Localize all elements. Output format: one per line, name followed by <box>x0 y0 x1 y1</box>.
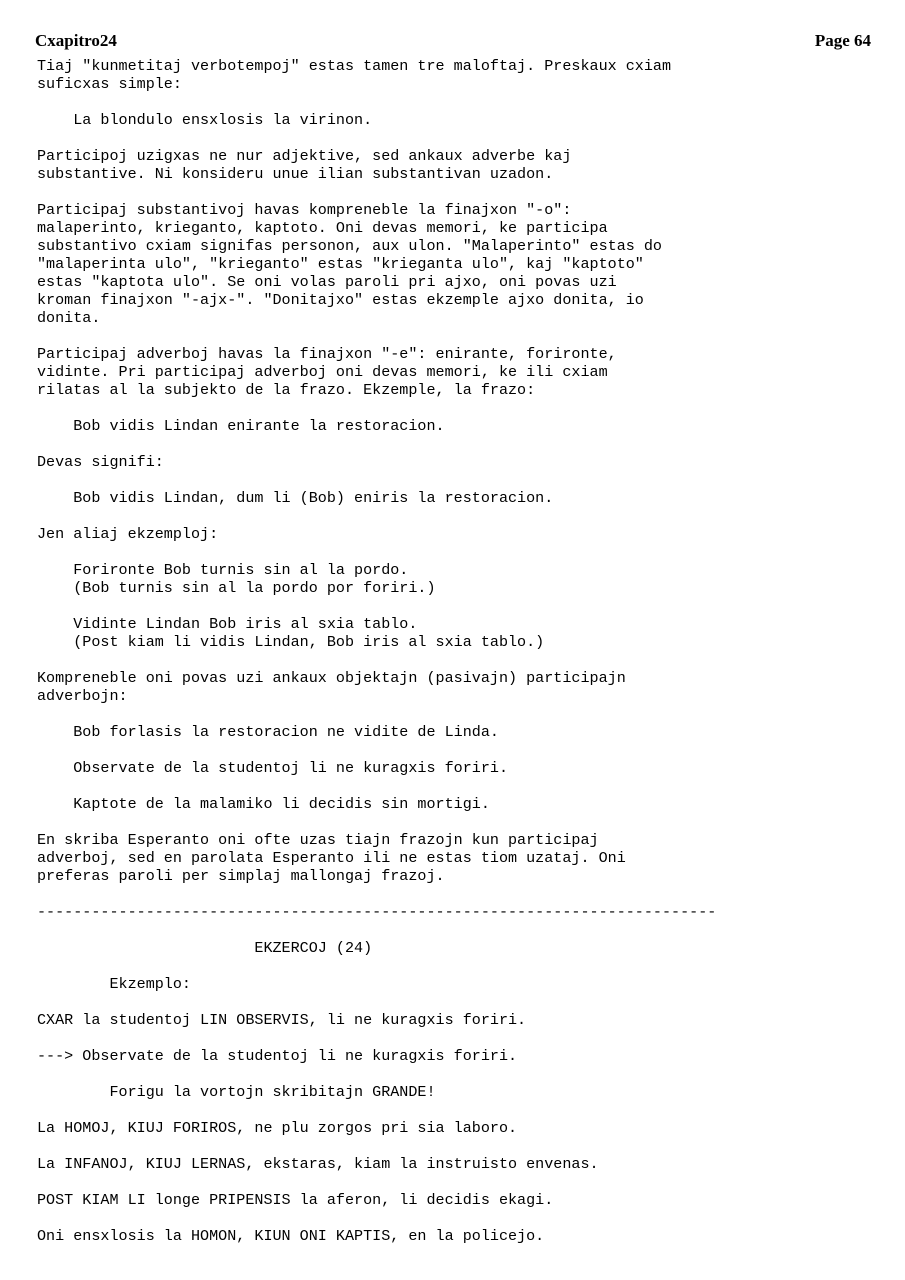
text-line <box>37 597 882 615</box>
text-line: Observate de la studentoj li ne kuragxis foriri. <box>37 759 509 777</box>
text-line: estas "kaptota ulo". Se oni volas paroli pri ajxo, oni povas uzi <box>37 273 617 291</box>
text-line <box>37 183 882 201</box>
text-line <box>37 471 882 489</box>
text-line <box>37 777 882 795</box>
text-line <box>37 1173 882 1191</box>
text-line: "malaperinta ulo", "krieganto" estas "krieganta ulo", kaj "kaptoto" <box>37 255 644 273</box>
text-line <box>37 1137 882 1155</box>
text-line: Tiaj "kunmetitaj verbotempoj" estas tamen tre maloftaj. Preskaux cxiam <box>37 57 672 75</box>
text-line: Forironte Bob turnis sin al la pordo. <box>37 561 409 579</box>
text-line <box>37 543 882 561</box>
text-line: EKZERCOJ (24) <box>37 939 373 957</box>
text-line <box>37 957 882 975</box>
text-line <box>37 507 882 525</box>
text-line: La blondulo ensxlosis la virinon. <box>37 111 373 129</box>
text-line <box>37 93 882 111</box>
text-line <box>37 1029 882 1047</box>
text-line <box>37 1209 882 1227</box>
text-line: La INFANOJ, KIUJ LERNAS, ekstaras, kiam la instruisto envenas. <box>37 1155 599 1173</box>
text-line: ---> Observate de la studentoj li ne kuragxis foriri. <box>37 1047 518 1065</box>
document-body <box>37 57 882 1245</box>
text-line: substantive. Ni konsideru unue ilian substantivan uzadon. <box>37 165 554 183</box>
text-line: Participaj adverboj havas la finajxon "-e": enirante, forironte, <box>37 345 617 363</box>
text-line <box>37 885 882 903</box>
text-line <box>37 993 882 1011</box>
text-line: rilatas al la subjekto de la frazo. Ekzemple, la frazo: <box>37 381 536 399</box>
text-line: POST KIAM LI longe PRIPENSIS la aferon, li decidis ekagi. <box>37 1191 554 1209</box>
text-line: Forigu la vortojn skribitajn GRANDE! <box>37 1083 436 1101</box>
text-line: vidinte. Pri participaj adverboj oni devas memori, ke ili cxiam <box>37 363 608 381</box>
text-line: Ekzemplo: <box>37 975 191 993</box>
text-line: malaperinto, krieganto, kaptoto. Oni devas memori, ke participa <box>37 219 608 237</box>
page-header <box>35 31 871 53</box>
text-line <box>37 435 882 453</box>
text-line <box>37 741 882 759</box>
text-line: Oni ensxlosis la HOMON, KIUN ONI KAPTIS, en la policejo. <box>37 1227 545 1245</box>
text-line: Kaptote de la malamiko li decidis sin mortigi. <box>37 795 490 813</box>
text-line: adverboj, sed en parolata Esperanto ili ne estas tiom uzataj. Oni <box>37 849 626 867</box>
text-line: suficxas simple: <box>37 75 182 93</box>
text-line: (Bob turnis sin al la pordo por foriri.) <box>37 579 436 597</box>
text-line: Vidinte Lindan Bob iris al sxia tablo. <box>37 615 418 633</box>
text-line: Devas signifi: <box>37 453 164 471</box>
text-line: Bob vidis Lindan enirante la restoracion. <box>37 417 445 435</box>
text-line <box>37 129 882 147</box>
text-line <box>37 651 882 669</box>
text-line: Participoj uzigxas ne nur adjektive, sed ankaux adverbe kaj <box>37 147 572 165</box>
text-line: Bob vidis Lindan, dum li (Bob) eniris la restoracion. <box>37 489 554 507</box>
text-line <box>37 813 882 831</box>
page-number: Page 64 <box>814 31 871 50</box>
text-line: Kompreneble oni povas uzi ankaux objektajn (pasivajn) participajn <box>37 669 626 687</box>
text-line: adverbojn: <box>37 687 128 705</box>
text-line <box>37 1065 882 1083</box>
text-line <box>37 705 882 723</box>
text-line: preferas paroli per simplaj mallongaj frazoj. <box>37 867 445 885</box>
text-line: (Post kiam li vidis Lindan, Bob iris al sxia tablo.) <box>37 633 545 651</box>
chapter-title: Cxapitro24 <box>35 31 117 50</box>
text-line: Bob forlasis la restoracion ne vidite de Linda. <box>37 723 499 741</box>
text-line: --------------------------------------------------------------------------- <box>37 903 717 921</box>
text-line: La HOMOJ, KIUJ FORIROS, ne plu zorgos pri sia laboro. <box>37 1119 518 1137</box>
text-line: kroman finajxon "-ajx-". "Donitajxo" estas ekzemple ajxo donita, io <box>37 291 644 309</box>
text-line: donita. <box>37 309 101 327</box>
text-line: Participaj substantivoj havas kompreneble la finajxon "-o": <box>37 201 572 219</box>
text-line <box>37 327 882 345</box>
text-line <box>37 921 882 939</box>
text-line: CXAR la studentoj LIN OBSERVIS, li ne kuragxis foriri. <box>37 1011 527 1029</box>
text-line: substantivo cxiam signifas personon, aux ulon. "Malaperinto" estas do <box>37 237 662 255</box>
text-line: Jen aliaj ekzemploj: <box>37 525 219 543</box>
text-line <box>37 1101 882 1119</box>
text-line: En skriba Esperanto oni ofte uzas tiajn frazojn kun participaj <box>37 831 599 849</box>
text-line <box>37 399 882 417</box>
